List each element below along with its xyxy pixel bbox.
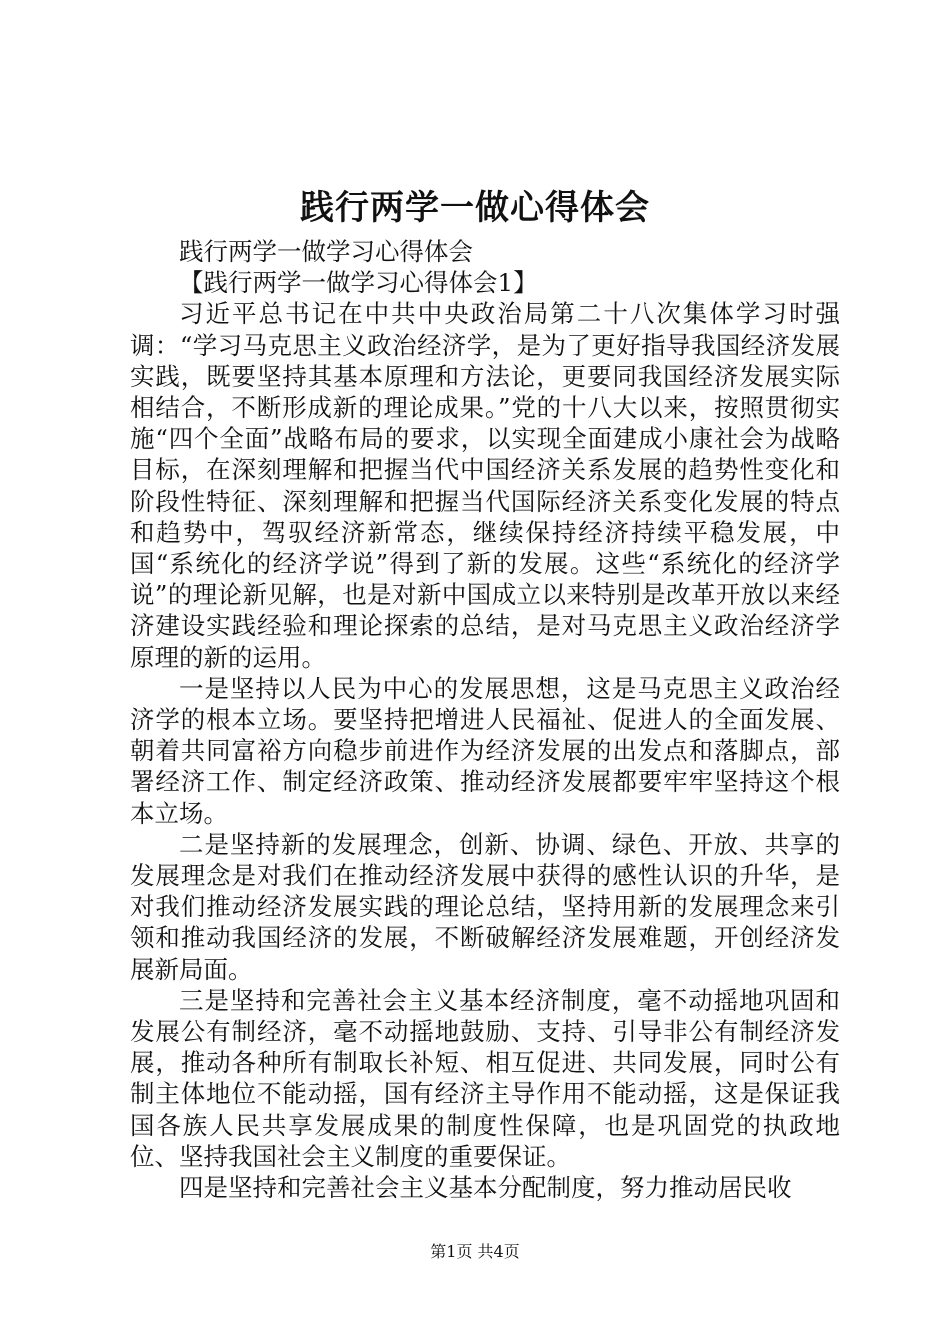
document-subtitle: 践行两学一做学习心得体会: [179, 237, 473, 266]
section-heading: 【践行两学一做学习心得体会1】: [179, 268, 538, 298]
paragraph-2: 一是坚持以人民为中心的发展思想，这是马克思主义政治经济学的根本立场。要坚持把增进人民福祉、促进人的全面发展、朝着共同富裕方向稳步前进作为经济发展的出发点和落脚点，部署经济工作、制定经济政策、推动经济发展都要牢牢坚持这个根本立场。: [130, 673, 840, 828]
paragraph-5: 四是坚持和完善社会主义基本分配制度，努力推动居民收: [179, 1173, 792, 1203]
document-title: 践行两学一做心得体会: [300, 188, 650, 228]
paragraph-1: 习近平总书记在中共中央政治局第二十八次集体学习时强调：“学习马克思主义政治经济学，是为了更好指导我国经济发展实践，既要坚持其基本原理和方法论，更要同我国经济发展实际相结合，不断形成新的理论成果。”党的十八大以来，按照贯彻实施“四个全面”战略布局的要求，以实现全面建成小康社会为战略目标，在深刻理解和把握当代中国经济关系发展的趋势性变化和阶段性特征、深刻理解和把握当代国际经济关系变化发展的特点和趋势中，驾驭经济新常态，继续保持经济持续平稳发展，中国“系统化的经济学说”得到了新的发展。这些“系统化的经济学说”的理论新见解，也是对新中国成立以来特别是改革开放以来经济建设实践经验和理论探索的总结，是对马克思主义政治经济学原理的新的运用。: [130, 299, 840, 672]
document-body: [130, 236, 840, 1203]
paragraph-4: 三是坚持和完善社会主义基本经济制度，毫不动摇地巩固和发展公有制经济，毫不动摇地鼓励、支持、引导非公有制经济发展，推动各种所有制取长补短、相互促进、共同发展，同时公有制主体地位不能动摇，国有经济主导作用不能动摇，这是保证我国各族人民共享发展成果的制度性保障，也是巩固党的执政地位、坚持我国社会主义制度的重要保证。: [130, 985, 840, 1171]
page-footer: 第1页 共4页: [430, 1242, 520, 1261]
paragraph-3: 二是坚持新的发展理念，创新、协调、绿色、开放、共享的发展理念是对我们在推动经济发展中获得的感性认识的升华，是对我们推动经济发展实践的理论总结，坚持用新的发展理念来引领和推动我国经济的发展，不断破解经济发展难题，开创经济发展新局面。: [130, 829, 840, 984]
